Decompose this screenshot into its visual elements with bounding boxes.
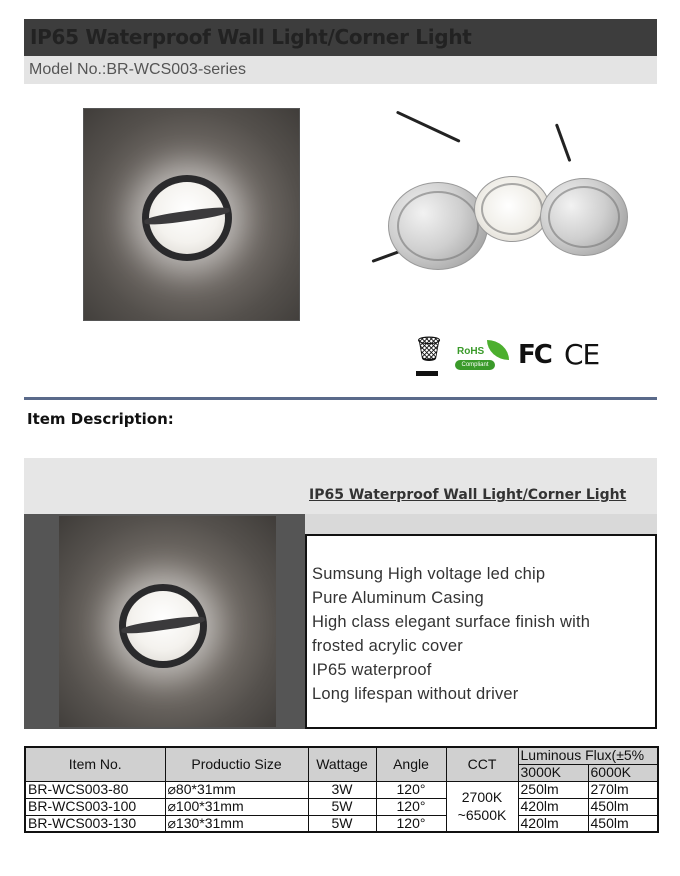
list-item: IP65 waterproof bbox=[312, 661, 432, 679]
wall-light-image bbox=[119, 584, 207, 668]
header-wattage: Wattage bbox=[308, 747, 376, 781]
cct-value: 2700K ~6500K bbox=[446, 781, 518, 832]
table-row: BR-WCS003-100 ⌀100*31mm 5W 120° 420lm 450lm bbox=[25, 798, 658, 815]
model-number: Model No.:BR-WCS003-series bbox=[29, 61, 246, 78]
description-photo-frame bbox=[24, 514, 305, 729]
rohs-icon: RoHS Compliant bbox=[455, 340, 511, 372]
weee-bin-icon: 🗑 bbox=[414, 336, 440, 376]
header-flux-3000: 3000K bbox=[518, 764, 588, 781]
header-size: Productio Size bbox=[165, 747, 308, 781]
title-bar bbox=[24, 19, 657, 56]
panel-title: IP65 Waterproof Wall Light/Corner Light bbox=[309, 487, 627, 503]
model-bar bbox=[24, 56, 657, 84]
table-row: BR-WCS003-130 ⌀130*31mm 5W 120° 420lm 450lm bbox=[25, 815, 658, 832]
product-variants-image bbox=[370, 120, 640, 280]
spec-table bbox=[24, 746, 659, 833]
ce-icon: CE bbox=[564, 338, 600, 371]
header-flux: Luminous Flux(±5% bbox=[518, 747, 658, 764]
page-title: IP65 Waterproof Wall Light/Corner Light bbox=[30, 25, 472, 49]
certification-logos bbox=[410, 334, 610, 380]
feature-list bbox=[312, 562, 590, 706]
feature-list-box bbox=[305, 534, 657, 729]
product-photo-lit bbox=[83, 108, 300, 321]
table-header-row bbox=[25, 747, 658, 764]
header-item: Item No. bbox=[25, 747, 165, 781]
product-photo-lit-secondary bbox=[59, 516, 276, 727]
section-divider bbox=[24, 397, 657, 400]
list-item: Long lifespan without driver bbox=[312, 685, 519, 703]
header-cct: CCT bbox=[446, 747, 518, 781]
header-angle: Angle bbox=[376, 747, 446, 781]
list-item: frosted acrylic cover bbox=[312, 637, 463, 655]
description-panel bbox=[24, 458, 657, 729]
list-item: Sumsung High voltage led chip bbox=[312, 565, 546, 583]
list-item: High class elegant surface finish with bbox=[312, 613, 591, 631]
fcc-icon: FC bbox=[518, 340, 551, 370]
list-item: Pure Aluminum Casing bbox=[312, 589, 484, 607]
wall-light-image bbox=[142, 175, 232, 261]
table-row: BR-WCS003-80 ⌀80*31mm 3W 120° 2700K ~6500K 250lm 270lm bbox=[25, 781, 658, 798]
header-flux-6000: 6000K bbox=[588, 764, 658, 781]
item-description-heading: Item Description: bbox=[27, 410, 174, 428]
